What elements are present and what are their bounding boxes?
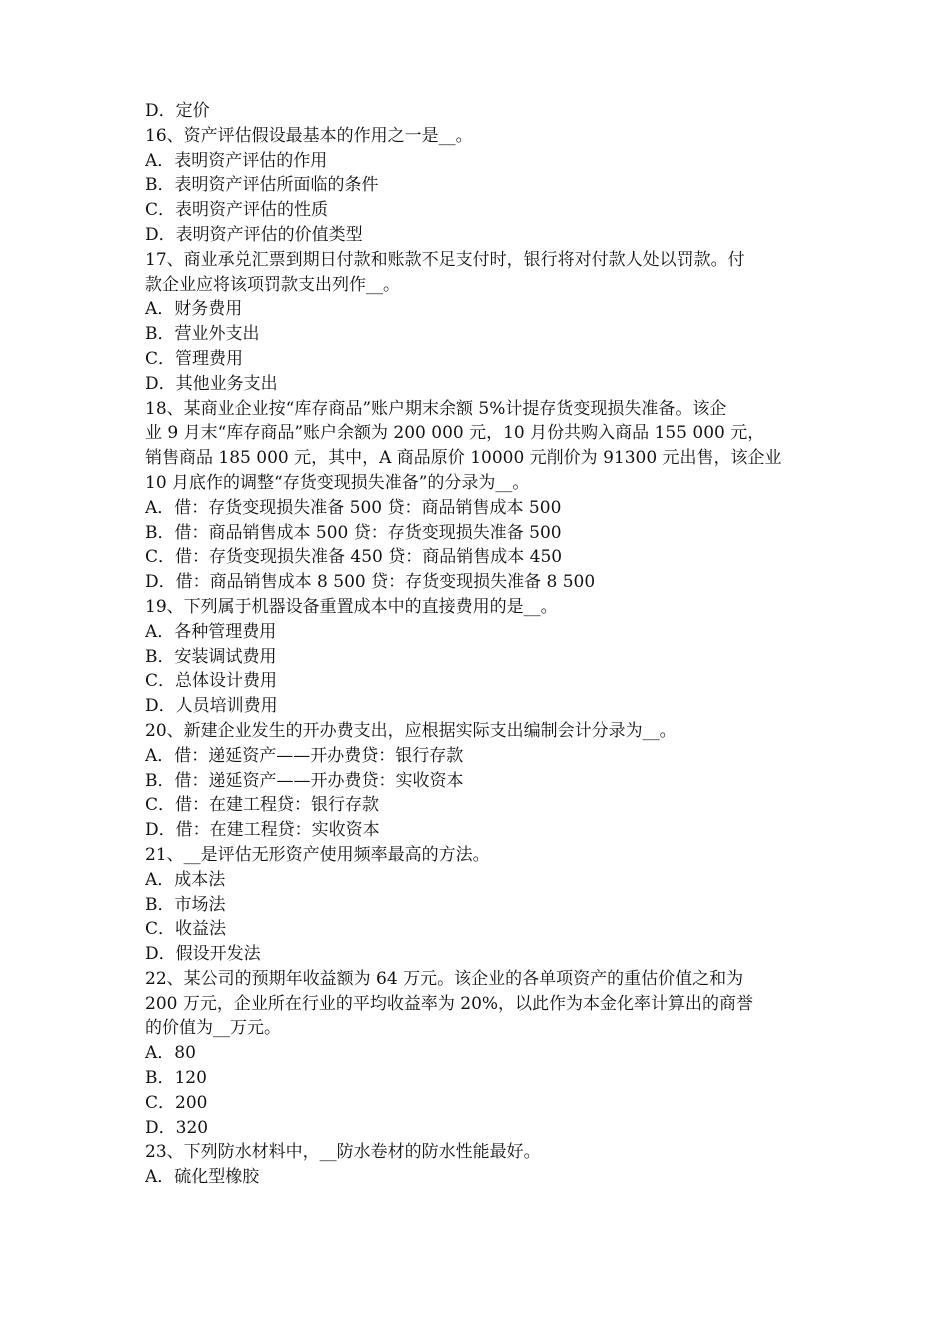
- answer-option: C．借：存货变现损失准备 450 贷：商品销售成本 450: [145, 547, 563, 568]
- answer-option: B．120: [145, 1068, 207, 1089]
- answer-option: A．80: [145, 1043, 196, 1064]
- question-text-line: 业 9 月末“库存商品”账户余额为 200 000 元，10 月份共购入商品 155 000 元，: [145, 423, 765, 444]
- document-page: [145, 99, 813, 1190]
- answer-option: D．表明资产评估的价值类型: [145, 224, 363, 245]
- answer-option: C．借：在建工程贷：银行存款: [145, 795, 380, 816]
- question-text-line: 10 月底作的调整“存货变现损失准备”的分录为__。: [145, 472, 530, 493]
- answer-option: D．假设开发法: [145, 944, 261, 965]
- answer-option: A．硫化型橡胶: [145, 1167, 260, 1188]
- answer-option: B．安装调试费用: [145, 646, 277, 667]
- answer-option: A．财务费用: [145, 299, 243, 320]
- question-text: 16、资产评估假设最基本的作用之一是__。: [145, 125, 473, 146]
- answer-option: C．表明资产评估的性质: [145, 200, 329, 221]
- answer-option: B．表明资产评估所面临的条件: [145, 175, 379, 196]
- question-text-line: 18、某商业企业按“库存商品”账户期末余额 5%计提存货变现损失准备。该企: [145, 398, 727, 419]
- question-text: 23、下列防水材料中，__防水卷材的防水性能最好。: [145, 1142, 541, 1163]
- answer-option: B．借：商品销售成本 500 贷：存货变现损失准备 500: [145, 522, 562, 543]
- answer-option: C．管理费用: [145, 348, 244, 369]
- question-text-line: 销售商品 185 000 元，其中，A 商品原价 10000 元削价为 91300 元出售，该企业: [145, 448, 782, 469]
- question-text-line: 17、商业承兑汇票到期日付款和账款不足支付时，银行将对付款人处以罚款。付: [145, 249, 745, 270]
- question-text-line: 200 万元，企业所在行业的平均收益率为 20%，以此作为本金化率计算出的商誉: [145, 993, 754, 1014]
- question-text: 20、新建企业发生的开办费支出，应根据实际支出编制会计分录为__。: [145, 720, 677, 741]
- answer-option: B．借：递延资产——开办费贷：实收资本: [145, 770, 464, 791]
- question-text-line: 的价值为__万元。: [145, 1018, 281, 1039]
- answer-option: C．200: [145, 1092, 208, 1113]
- answer-option: A．借：存货变现损失准备 500 贷：商品销售成本 500: [145, 497, 562, 518]
- answer-option: C．收益法: [145, 919, 227, 940]
- answer-option: D．人员培训费用: [145, 696, 278, 717]
- answer-option: A．借：递延资产——开办费贷：银行存款: [145, 745, 464, 766]
- answer-option: D．其他业务支出: [145, 373, 278, 394]
- question-text: 19、下列属于机器设备重置成本中的直接费用的是__。: [145, 596, 558, 617]
- question-text: 21、__是评估无形资产使用频率最高的方法。: [145, 844, 490, 865]
- answer-option: D．借：商品销售成本 8 500 贷：存货变现损失准备 8 500: [145, 572, 596, 593]
- answer-option: C．总体设计费用: [145, 671, 278, 692]
- question-text-line: 22、某公司的预期年收益额为 64 万元。该企业的各单项资产的重估价值之和为: [145, 968, 744, 989]
- question-text-line: 款企业应将该项罚款支出列作__。: [145, 274, 400, 295]
- answer-option: D．320: [145, 1117, 209, 1138]
- answer-option: A．成本法: [145, 869, 226, 890]
- answer-option: B．市场法: [145, 894, 226, 915]
- answer-option: D．定价: [145, 101, 210, 121]
- answer-option: B．营业外支出: [145, 324, 260, 345]
- answer-option: A．各种管理费用: [145, 621, 277, 642]
- answer-option: A．表明资产评估的作用: [145, 150, 328, 171]
- answer-option: D．借：在建工程贷：实收资本: [145, 820, 380, 841]
